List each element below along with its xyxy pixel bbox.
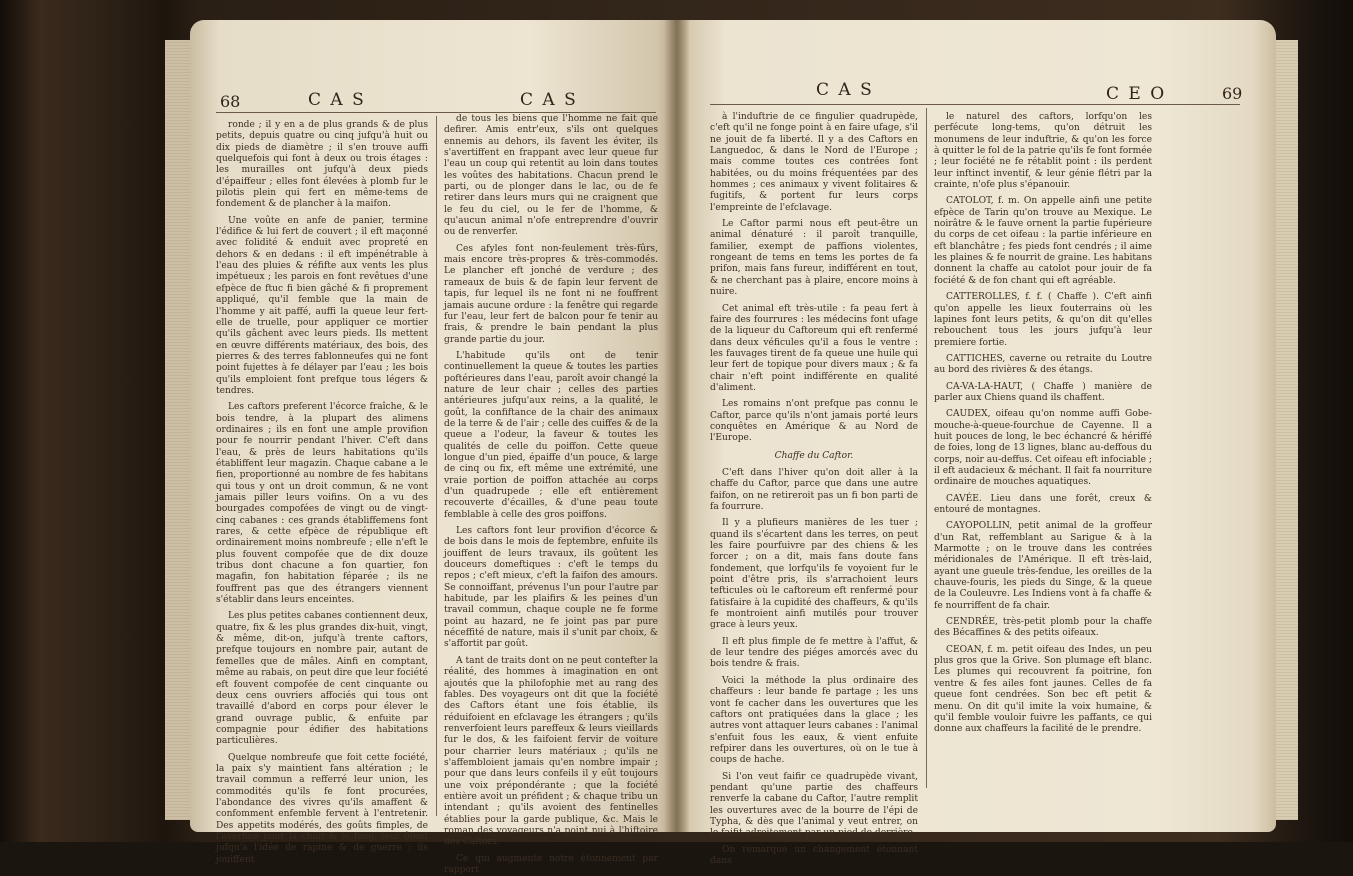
- paragraph: Les caftors preferent l'écorce fraîche, & le bois tendre, à la plupart des alimens ordinaires ; ils en font une ample provifion pour fe nourrir pendant l'hiver. C'eft dans l'eau, & près de leurs habitations qu'ils établiffent leur magazin. Chaque cabane a le fien, proportionné au nombre de fes habitans qui tous y ont un droit commun, & ne vont jamais piller leurs voifins. On a vu des bourgades compofées de vingt ou de vingt-cinq cabanes : ces grands établiffemens font rares, & cette efpèce de république eft ordinairement moins nombreufe ; elle n'eft le plus fouvent compofée que de dix douze tribus dont chacune a fon quartier, fon magafin, fon habitation féparée ; ils ne fouffrent pas que des étrangers viennent s'établir dans leurs enceintes.: [216, 402, 428, 606]
- paragraph: le naturel des caftors, lorfqu'on les perfécute long-tems, qu'on détruit les monumens de leur induftrie, & qu'on les force à quitter le fol de la patrie qu'ils fe font formée ; leur fociété ne fe rétablit point : ils perdent leur inftinct inventif, & leur génie flétri par la crainte, n'ofe plus s'épanouir.: [934, 112, 1152, 191]
- paragraph: CEOAN, f. m. petit oifeau des Indes, un peu plus gros que la Grive. Son plumage eft blanc. Les plumes qui recouvrent fa poitrine, fon ventre & fes ailes font jaunes. Celles de fa queue font cendrées. Son bec eft petit & menu. On dit qu'il imite la voix humaine, & qu'il femble vouloir fuivre les paffants, ce qui donne aux chaffeurs la facilité de le prendre.: [934, 644, 1152, 735]
- paragraph: Cet animal eft très-utile : fa peau fert à faire des fourrures : les médecins font ufage de la liqueur du Caftoreum qui eft renfermé dans deux véficules qu'il a fous le ventre : les fauvages tirent de fa queue une huile qui leur fert de topique pour divers maux ; & fa chair n'eft point indifférente en qualité d'aliment.: [710, 303, 918, 393]
- right-page: [676, 20, 1276, 866]
- paragraph: Les romains n'ont prefque pas connu le Caftor, parce qu'ils n'ont jamais porté leurs conquêtes en Amérique & au Nord de l'Europe.: [710, 399, 918, 444]
- paragraph: CATTICHES, caverne ou retraite du Loutre au bord des rivières & des étangs.: [934, 353, 1152, 376]
- book-gutter: [664, 20, 690, 832]
- paragraph: Il eft plus fimple de fe mettre à l'affut, & de leur tendre des piéges amorcés avec du bois tendre & frais.: [710, 636, 918, 670]
- paragraph: Quelque nombreufe que foit cette fociété, la paix s'y maintient fans altération ; le travail commun a refferré leur union, les commodités qu'ils fe font procurées, l'abondance des vivres qu'ils amaffent & confomment enfemble fervent à l'entretenir. Des appetits modérés, des goûts fimples, de l'averfion pour la chair & le fang, leur ôtent jufqu'à l'idée de rapine & de guerre ; ils jouiffent: [216, 752, 428, 865]
- left-page-edges: [165, 40, 193, 820]
- text-column-2: [934, 112, 1152, 792]
- paragraph: Les caftors font leur provifion d'écorce & de bois dans le mois de feptembre, enfuite ils jouiffent de leurs travaux, ils goûtent les douceurs domeftiques : c'eft le temps du repos ; c'eft mieux, c'eft la faifon des amours. Se connoiffant, prévenus l'un pour l'autre par habitude, par les plaifirs & les peines d'un travail commun, chaque couple ne fe forme point au hazard, ne fe joint pas par pure néceffité de nature, mais il s'unit par choix, & s'affortit par goût.: [444, 526, 658, 650]
- paragraph: CATOLOT, f. m. On appelle ainfi une petite efpèce de Tarin qu'on trouve au Mexique. Le noirâtre & le fauve ornent la partie fupérieure du corps de cet oifeau : la partie inférieure en eft blanchâtre ; fes pieds font cendrés ; il aime les plaines & fe nourrit de graine. Les habitans donnent la chaffe au catolot pour jouir de fa fociété & de fon chant qui eft agréable.: [934, 196, 1152, 286]
- running-header: C A S: [308, 90, 366, 110]
- paragraph: L'habitude qu'ils ont de tenir continuellement la queue & toutes les parties poftérieures dans l'eau, paroît avoir changé la nature de leur chair ; celles des parties antérieures jufqu'aux reins, a la qualité, le goût, la confiftance de la chair des animaux de la terre & de l'air ; celle des cuiffes & de la queue a l'odeur, la faveur & toutes les qualités de celle du poiffon. Cette queue longue d'un pied, épaiffe d'un pouce, & large de cinq ou fix, eft même une extrémité, une vraie portion de poiffon attachée au corps d'un quadrupede ; elle eft entièrement recouverte d'écailles, & d'une peau toute femblable à celle des gros poiffons.: [444, 350, 658, 520]
- paragraph: CAUDEX, oifeau qu'on nomme auffi Gobe-mouche-à-queue-fourchue de Cayenne. Il a huit pouces de long, le bec échancré & hériffé de foies, long de 13 lignes, blanc au-deffous du corps, noir au-deffus. Cet oifeau eft infociable ; il eft audacieux & méchant. Il fait fa nourriture ordinaire de mouches aquatiques.: [934, 409, 1152, 488]
- paragraph: CENDRÉE, très-petit plomb pour la chaffe des Bécaffines & des petits oifeaux.: [934, 617, 1152, 639]
- text-column-2: [444, 114, 658, 875]
- header-rule: [710, 104, 1240, 105]
- paragraph: Il y a plufieurs manières de les tuer ; quand ils s'écartent dans les terres, on peut les faire pourfuivre par des chiens & les forcer ; on a dit, mais fans doute fans fondement, que lorfqu'ils fe voyoient fur le point d'être pris, ils s'arrachoient leurs tefticules où le caftoreum eft renfermé pour fatisfaire à la cupidité des chaffeurs, & qu'ils fe montroient ainfi mutilés pour trouver grace à leurs yeux.: [710, 518, 918, 631]
- page-number: 69: [1222, 84, 1243, 103]
- paragraph: Voici la méthode la plus ordinaire des chaffeurs : leur bande fe partage ; les uns vont fe cacher dans les ouvertures que les caftors ont pratiquées dans la glace ; les autres vont attaquer leurs cabanes : l'animal s'enfuit fous les eaux, & vient enfuite refpirer dans les ouvertures, où on le tue à coups de hache.: [710, 675, 918, 766]
- paragraph: de tous les biens que l'homme ne fait que defirer. Amis entr'eux, s'ils ont quelques ennemis au dehors, ils favent les éviter, ils s'avertiffent en frappant avec leur queue fur l'eau un coup qui retentit au loin dans toutes les voûtes des habitations. Chacun prend le parti, ou de plonger dans le lac, ou de fe retirer dans leurs murs qui ne craignent que le feu du ciel, ou le fer de l'homme, & qu'aucun animal n'ofe entreprendre d'ouvrir ou de renverfer.: [444, 114, 658, 238]
- paragraph: CAVÉE. Lieu dans une forêt, creux & entouré de montagnes.: [934, 493, 1152, 515]
- text-column-1: [216, 120, 428, 865]
- left-page: [190, 20, 676, 875]
- paragraph: CA-VA-LA-HAUT, ( Chaffe ) manière de parler aux Chiens quand ils chaffent.: [934, 381, 1152, 403]
- paragraph: Si l'on veut faifir ce quadrupède vivant, pendant qu'une partie des chaffeurs renverfe la cabane du Caftor, l'autre remplit les ouvertures avec de la bourre de l'épi de Typha, & dès que l'animal y veut entrer, on le faifit adroitement par un pied de derrière.: [710, 771, 918, 839]
- text-column-1: [710, 112, 918, 866]
- paragraph: à l'induftrie de ce fingulier quadrupède, c'eft qu'il ne fonge point à en faire ufage, s'il ne jouit de fa liberté. Il y a des Caftors en Languedoc, & dans le Nord de l'Europe ; mais comme toutes ces contrées font habitées, ou du moins fréquentées par des hommes ; ces animaux y vivent folitaires & fugitifs, & portent fur leurs corps l'empreinte de l'efclavage.: [710, 112, 918, 213]
- page-number: 68: [220, 92, 241, 111]
- header-rule: [216, 112, 656, 113]
- paragraph: ronde ; il y en a de plus grands & de plus petits, depuis quatre ou cinq jufqu'à huit ou dix pieds de diamètre ; il s'en trouve auffi quelquefois qui font à deux ou trois étages : les murailles ont jufqu'à deux pieds d'épaiffeur ; elles font élevées à plomb fur le pilotis plein qui fert en même-tems de fondement & de plancher à la maifon.: [216, 120, 428, 210]
- paragraph: On remarque un changement étonnant dans: [710, 844, 918, 866]
- paragraph: CATTEROLLES, f. f. ( Chaffe ). C'eft ainfi qu'on appelle les lieux fouterrains où les lapines font leurs petits, & qu'on dit qu'elles rebouchent tous les jours jufqu'à leur premiere fortie.: [934, 292, 1152, 348]
- paragraph: Ce qui augmente notre étonnement par rapport: [444, 853, 658, 875]
- column-divider: [436, 116, 437, 816]
- column-divider: [926, 108, 927, 788]
- paragraph: C'eft dans l'hiver qu'on doit aller à la chaffe du Caftor, parce que dans une autre faifon, on ne retireroit pas un fi bon parti de fa fourrure.: [710, 467, 918, 512]
- running-header: C A S: [816, 80, 874, 100]
- paragraph: Une voûte en anfe de panier, termine l'édifice & lui fert de couvert ; il eft maçonné avec folidité & enduit avec propreté en dehors & en dedans : il eft impénétrable à l'eau des pluies & réfifte aux vents les plus impétueux ; les parois en font revêtues d'une efpèce de ftuc fi bien gâché & fi proprement appliqué, qu'il femble que la main de l'homme y ait paffé, auffi la queue leur fert-elle de truelle, pour appliquer ce mortier qu'ils gâchent avec leurs pieds. Ils mettent en œuvre différents matériaux, des bois, des pierres & des terres fablonneufes qui ne font point fujettes à fe délayer par l'eau ; les bois qu'ils emploient font prefque tous légers & tendres.: [216, 215, 428, 396]
- paragraph: Le Caftor parmi nous eft peut-être un animal dénaturé : il paroît tranquille, familier, exempt de paffions violentes, rongeant de tems en tems les portes de fa prifon, mais fans fureur, indifférent en tout, & ne cherchant pas à plaire, encore moins à nuire.: [710, 219, 918, 298]
- running-header: C E O: [1106, 84, 1167, 104]
- paragraph: CAYOPOLLIN, petit animal de la groffeur d'un Rat, reffemblant au Sarigue & à la Marmotte ; on le trouve dans les contrées méridionales de l'Amérique. Il eft très-laid, ayant une gueule très-fendue, les oreilles de la chauve-fouris, les pieds du Singe, & la queue de la Couleuvre. Les Indiens vont à fa chaffe & fe nourriffent de fa chair.: [934, 521, 1152, 611]
- running-header: C A S: [520, 90, 578, 110]
- paragraph: Les plus petites cabanes contiennent deux, quatre, fix & les plus grandes dix-huit, vingt, & même, dit-on, jufqu'à trente caftors, prefque toujours en nombre pair, autant de femelles que de mâles. Ainfi en comptant, même au rabais, on peut dire que leur fociété eft fouvent compofée de cent cinquante ou deux cens ouvriers affociés qui tous ont travaillé d'abord en corps pour élever le grand ouvrage public, & enfuite par compagnie pour édifier des habitations particulières.: [216, 611, 428, 747]
- section-heading: Chaffe du Caftor.: [774, 450, 854, 461]
- paragraph: A tant de traits dont on ne peut contefter la réalité, des hommes à imagination en ont ajoutés que la philofophie met au rang des fables. Des voyageurs ont dit que la fociété des Caftors étant une fois établie, ils réduifoient en efclavage les étrangers ; qu'ils renverfoient leurs pareffeux & leurs vieillards fur le dos, & les faifoient fervir de voiture pour charrier leurs matériaux ; qu'ils ne s'affembloient jamais qu'en nombre impair ; pour que dans leurs confeils il y eût toujours une voix prépondérante ; que la fociété entière avoit un préfident ; & chaque tribu un intendant ; qu'ils avoient des fentinelles établies pour la garde publique, &c. Mais le roman des voyageurs n'a point nui à l'hiftoire des Caftors.: [444, 655, 658, 848]
- paragraph: Ces afyles font non-feulement très-fûrs, mais encore très-propres & très-commodés. Le plancher eft jonché de verdure ; des rameaux de buis & de fapin leur fervent de tapis, fur lequel ils ne font ni ne fouffrent jamais aucune ordure : la fenêtre qui regarde fur l'eau, leur fert de balcon pour fe tenir au frais, & prendre le bain pendant la plus grande partie du jour.: [444, 243, 658, 345]
